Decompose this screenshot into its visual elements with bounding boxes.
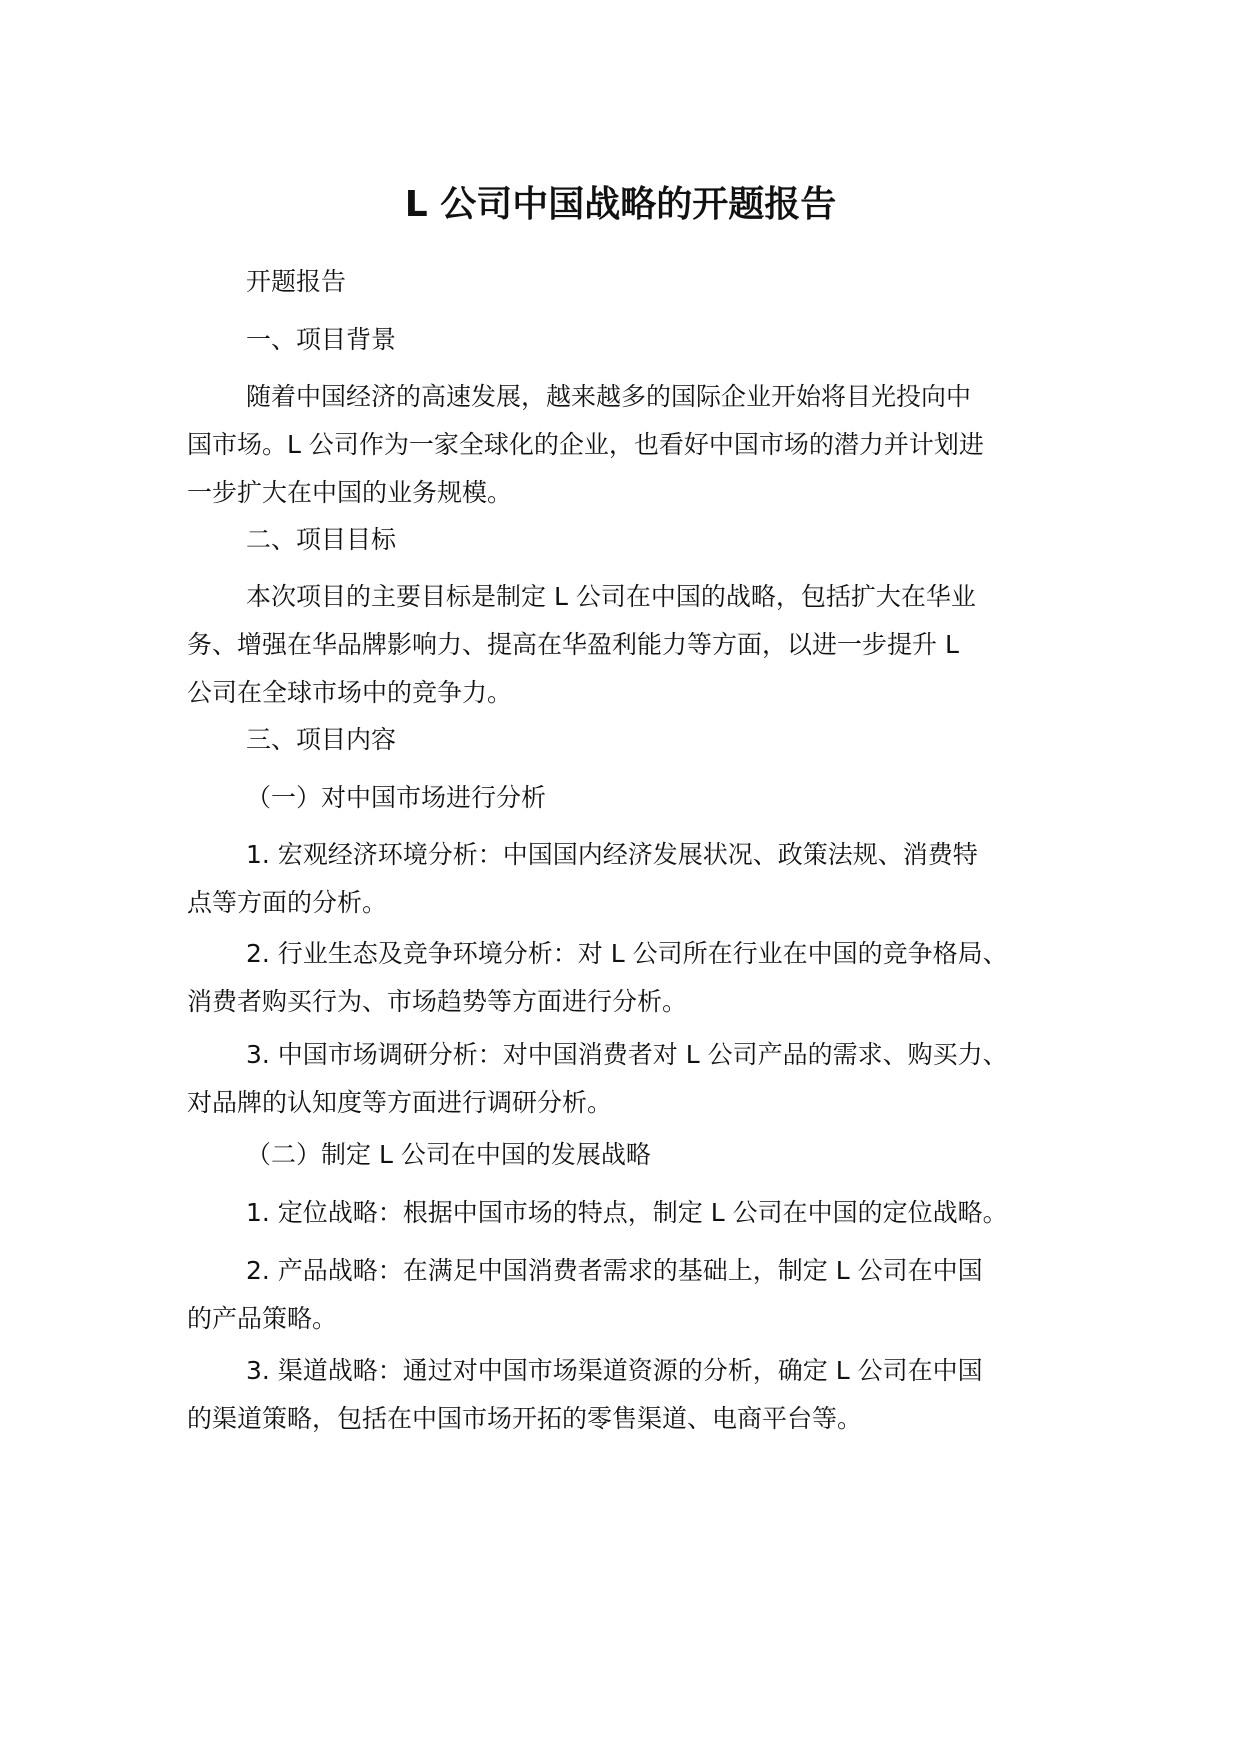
paragraph-heading	[187, 258, 1069, 306]
text-line: 公司在全球市场中的竞争力。	[187, 678, 513, 707]
section-heading-goals	[187, 516, 1069, 564]
text-line: 3. 中国市场调研分析：对中国消费者对 L 公司产品的需求、购买力、	[246, 1040, 1008, 1069]
text-line: 开题报告	[246, 267, 347, 296]
text-line: 的渠道策略，包括在中国市场开拓的零售渠道、电商平台等。	[187, 1404, 863, 1433]
text-line: 一、项目背景	[246, 325, 397, 354]
text-line: 1. 定位战略：根据中国市场的特点，制定 L 公司在中国的定位战略。	[246, 1198, 1008, 1227]
text-line: 的产品策略。	[187, 1304, 338, 1333]
text-line: （二）制定 L 公司在中国的发展战略	[246, 1140, 651, 1169]
text-line: 2. 产品战略：在满足中国消费者需求的基础上，制定 L 公司在中国	[246, 1256, 983, 1285]
list-item-macro	[187, 831, 1069, 927]
text-line: 随着中国经济的高速发展，越来越多的国际企业开始将目光投向中	[246, 382, 972, 411]
text-line: （一）对中国市场进行分析	[246, 783, 547, 812]
list-item-product	[187, 1247, 1069, 1343]
document-title: L 公司中国战略的开题报告	[404, 184, 837, 225]
section-heading-content	[187, 716, 1069, 764]
paragraph-goals	[187, 573, 1069, 717]
text-line: 对品牌的认知度等方面进行调研分析。	[187, 1088, 613, 1117]
section-heading-background	[187, 316, 1069, 364]
text-line: 消费者购买行为、市场趋势等方面进行分析。	[187, 987, 688, 1016]
text-line: 点等方面的分析。	[187, 888, 388, 917]
text-line: 一步扩大在中国的业务规模。	[187, 478, 513, 507]
text-line: 三、项目内容	[246, 725, 397, 754]
text-line: 本次项目的主要目标是制定 L 公司在中国的战略，包括扩大在华业	[246, 582, 976, 611]
list-item-channel	[187, 1347, 1069, 1443]
subsection-heading-strategy	[187, 1131, 1069, 1179]
text-line: 3. 渠道战略：通过对中国市场渠道资源的分析，确定 L 公司在中国	[246, 1356, 983, 1385]
text-line: 2. 行业生态及竞争环境分析：对 L 公司所在行业在中国的竞争格局、	[246, 939, 1008, 968]
text-line: 二、项目目标	[246, 525, 397, 554]
subsection-heading-analysis	[187, 774, 1069, 822]
text-line: 国市场。L 公司作为一家全球化的企业，也看好中国市场的潜力并计划进	[187, 430, 984, 459]
text-line: 务、增强在华品牌影响力、提高在华盈利能力等方面，以进一步提升 L	[187, 630, 959, 659]
text-line: 1. 宏观经济环境分析：中国国内经济发展状况、政策法规、消费特	[246, 840, 978, 869]
list-item-research	[187, 1031, 1069, 1127]
paragraph-background	[187, 373, 1069, 517]
list-item-industry	[187, 930, 1069, 1026]
list-item-positioning	[187, 1189, 1069, 1237]
